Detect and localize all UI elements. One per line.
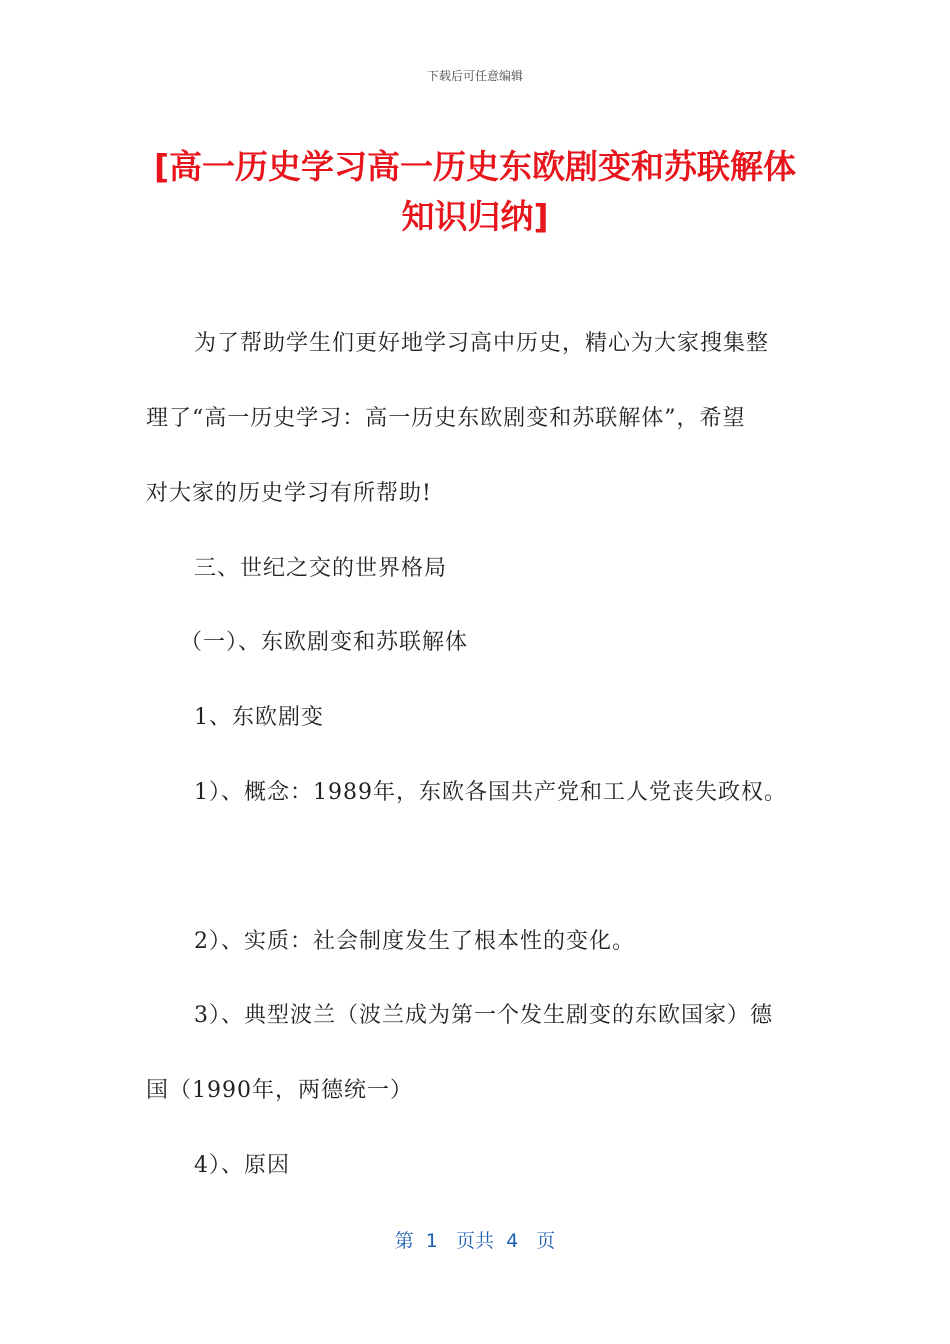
paragraph-intro-line-1: 为了帮助学生们更好地学习高中历史，精心为大家搜集整 — [194, 331, 770, 356]
title-line-2: 知识归纳] — [401, 197, 549, 236]
item-typical-line-1: 3）、典型波兰（波兰成为第一个发生剧变的东欧国家）德 — [194, 1003, 773, 1028]
item-heading: 1、东欧剧变 — [194, 705, 324, 730]
paragraph-intro-line-2: 理了“高一历史学习：高一历史东欧剧变和苏联解体”，希望 — [146, 406, 746, 431]
item-typical-line-2: 国（1990年，两德统一） — [146, 1078, 413, 1103]
section-heading: 三、世纪之交的世界格局 — [194, 556, 448, 581]
page-number-footer: 第 1 页共 4 页 — [394, 1230, 556, 1252]
item-concept: 1）、概念：1989年，东欧各国共产党和工人党丧失政权。 — [194, 780, 787, 805]
item-essence: 2）、实质：社会制度发生了根本性的变化。 — [194, 929, 635, 954]
document-title — [100, 142, 850, 242]
header-note: 下载后可任意编辑 — [426, 69, 523, 83]
title-line-1: [高一历史学习高一历史东欧剧变和苏联解体 — [153, 147, 797, 186]
paragraph-intro-line-3: 对大家的历史学习有所帮助! — [146, 481, 432, 506]
subsection-heading: （一）、东欧剧变和苏联解体 — [180, 630, 469, 655]
item-causes: 4）、原因 — [194, 1153, 290, 1178]
